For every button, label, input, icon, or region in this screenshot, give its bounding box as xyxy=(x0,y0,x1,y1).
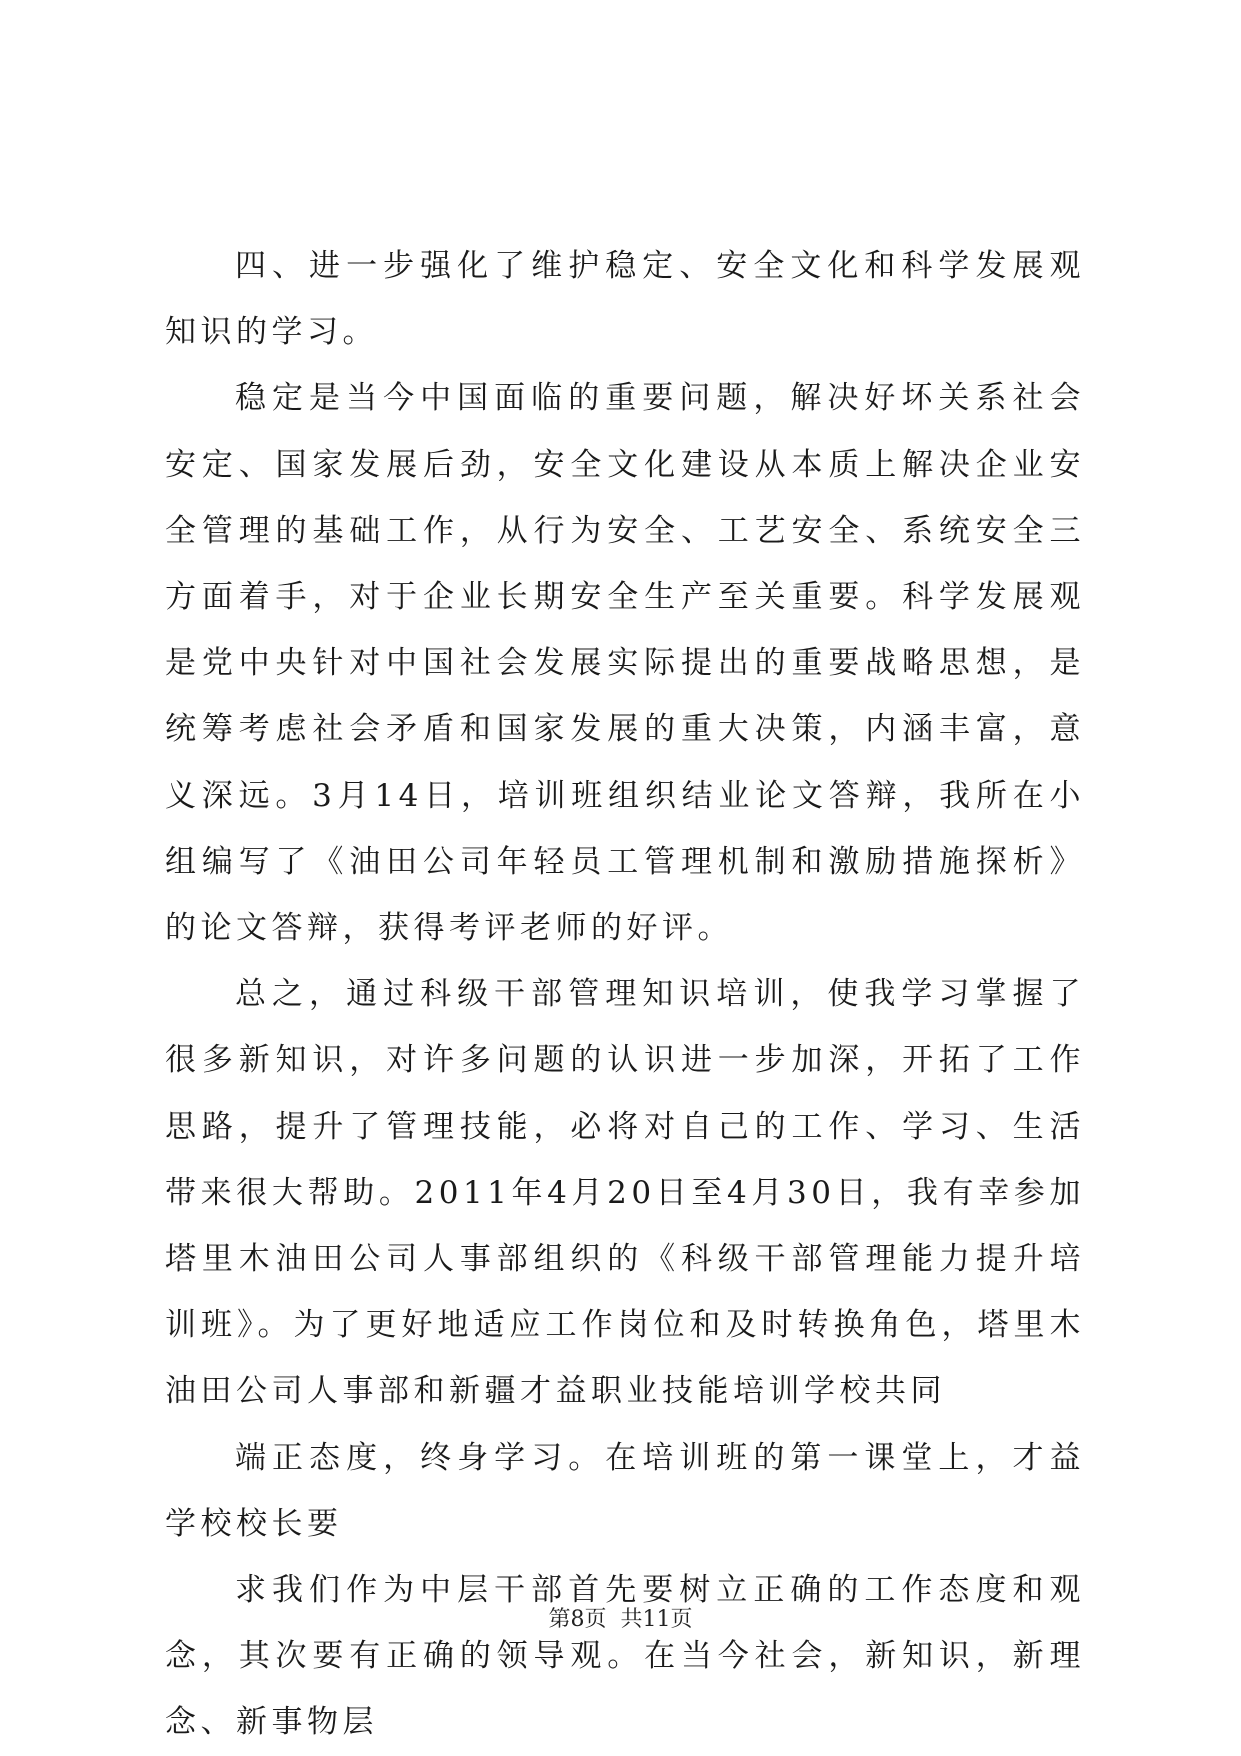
paragraph-section-four-heading: 四、进一步强化了维护稳定、安全文化和科学发展观知识的学习。 xyxy=(165,248,1085,351)
page-footer xyxy=(0,1605,1241,1635)
page-number: 第8页 xyxy=(548,1607,607,1632)
paragraph-stability-safety: 稳定是当今中国面临的重要问题，解决好坏关系社会安定、国家发展后劲，安全文化建设从本质上解决企业安全管理的基础工作，从行为安全、工艺安全、系统安全三方面着手，对于企业长期安全生产至关重要。科学发展观是党中央针对中国社会发展实际提出的重要战略思想，是统筹考虑社会矛盾和国家发展的重大决策，内涵丰富，意义深远。3月14日，培训班组织结业论文答辩，我所在小组编写了《油田公司年轻员工管理机制和激励措施探析》的论文答辩，获得考评老师的好评。 xyxy=(165,380,1085,947)
document-body xyxy=(165,233,1085,1756)
paragraph-middle-managers: 求我们作为中层干部首先要树立正确的工作态度和观念，其次要有正确的领导观。在当今社会，新知识，新理念、新事物层 xyxy=(165,1572,1085,1741)
paragraph-summary-training: 总之，通过科级干部管理知识培训，使我学习掌握了很多新知识，对许多问题的认识进一步加深，开拓了工作思路，提升了管理技能，必将对自己的工作、学习、生活带来很大帮助。2011年4月20日至4月30日，我有幸参加塔里木油田公司人事部组织的《科级干部管理能力提升培训班》。为了更好地适应工作岗位和及时转换角色，塔里木油田公司人事部和新疆才益职业技能培训学校共同 xyxy=(165,976,1085,1410)
paragraph-attitude-learning: 端正态度，终身学习。在培训班的第一课堂上，才益学校校长要 xyxy=(165,1439,1085,1542)
page-total: 共11页 xyxy=(620,1607,693,1632)
